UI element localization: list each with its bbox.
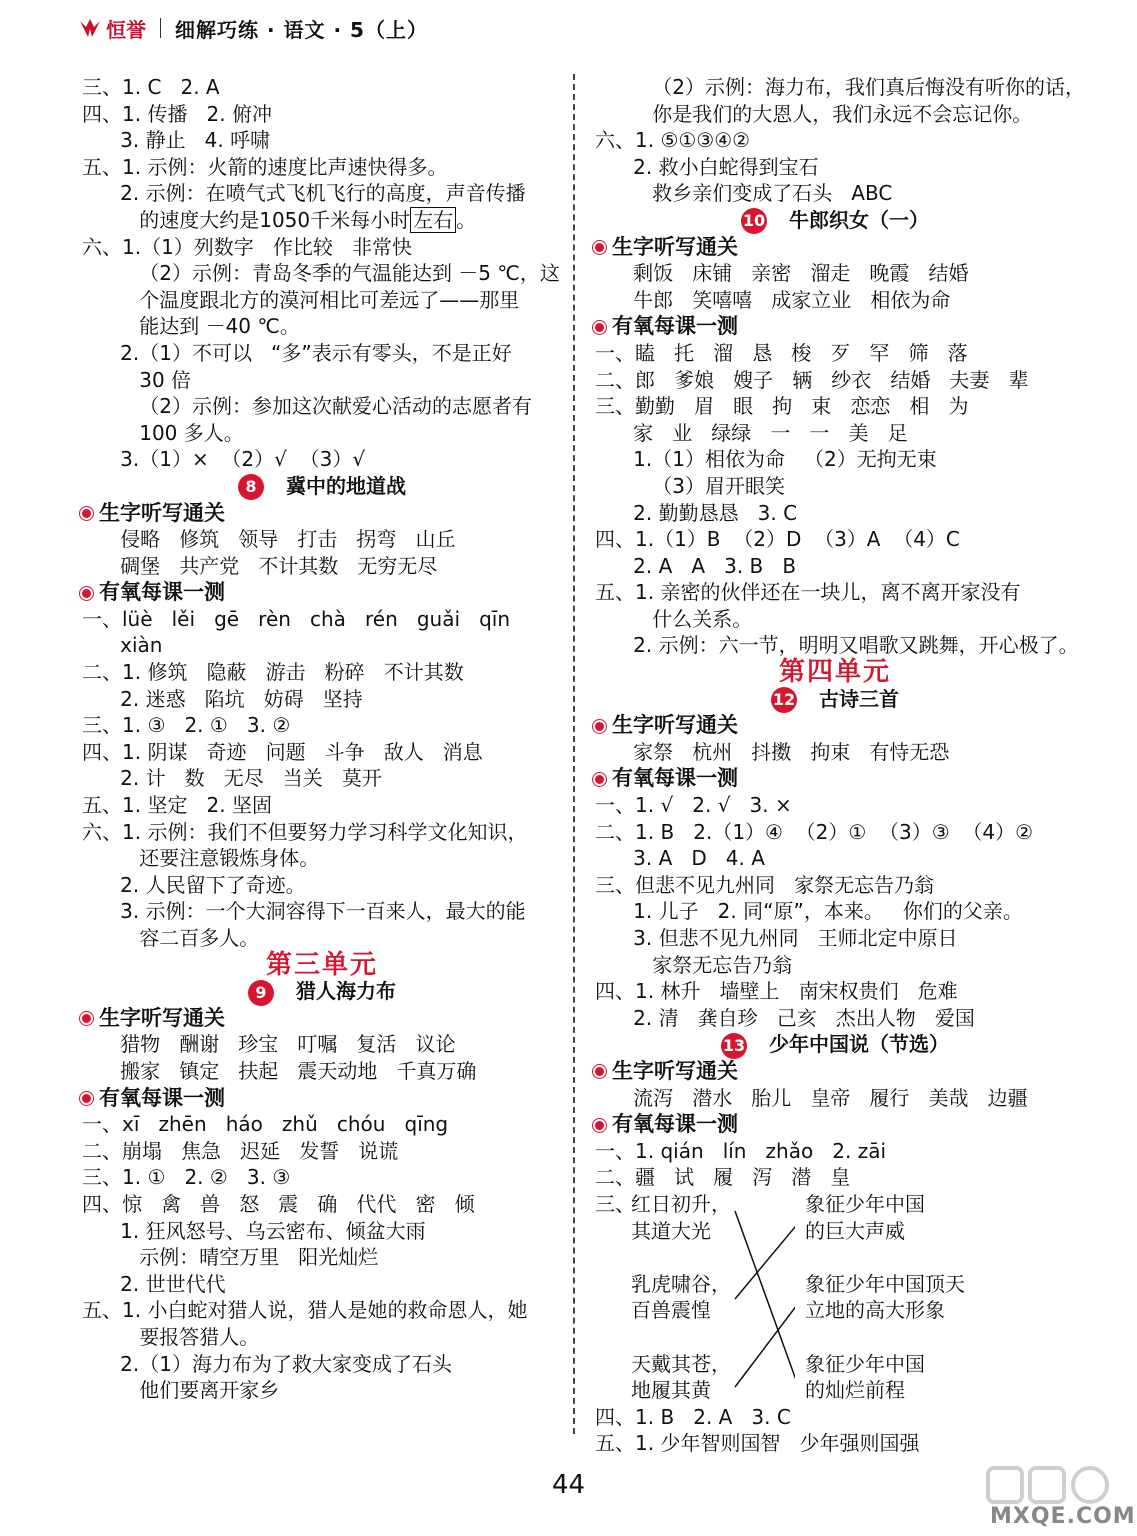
lesson-heading: [595, 686, 1075, 713]
lesson-heading: [82, 978, 562, 1005]
answer-line: 猎物 酬谢 珍宝 叮嘱 复活 议论: [82, 1032, 456, 1057]
match-right-item: 的巨大声威: [805, 1218, 905, 1243]
match-right-item: 象征少年中国: [805, 1351, 925, 1376]
section-bullet-icon: [595, 1067, 604, 1076]
watermark-text: MXQE.COM: [990, 1504, 1136, 1529]
answer-line: 要报答猎人。: [82, 1324, 260, 1349]
answer-line: 一、xī zhēn háo zhǔ chóu qīng: [82, 1112, 449, 1137]
answer-line: 三、1. ① 2. ② 3. ③: [82, 1165, 291, 1190]
answer-line: 2. 清 龚自珍 己亥 杰出人物 爱国: [595, 1005, 975, 1030]
answer-line: 五、1. 小白蛇对猎人说，猎人是她的救命恩人，她: [82, 1298, 528, 1323]
answer-line: 个温度跟北方的漠河相比可差远了——那里: [82, 287, 520, 312]
boxed-correction: 左右: [410, 207, 456, 233]
lesson-number-badge: 12: [771, 687, 797, 713]
answer-line: 他们要离开家乡: [82, 1378, 280, 1403]
answer-line: 什么关系。: [595, 606, 753, 631]
match-right-item: 立地的高大形象: [805, 1298, 945, 1323]
answer-line: 能达到 －40 ℃。: [82, 314, 300, 339]
match-left-item: 天戴其苍，: [631, 1351, 731, 1376]
answer-line: （2）示例：海力布，我们真后悔没有听你的话，: [595, 75, 1085, 99]
header-separator: [160, 18, 161, 38]
match-right-item: 的灿烂前程: [805, 1378, 905, 1403]
section-bullet-icon: [82, 1094, 91, 1103]
brand-logo: [78, 14, 146, 43]
lesson-heading: [595, 207, 1075, 234]
unit-heading: 第三单元: [265, 949, 378, 980]
brand-mark-icon: [78, 17, 102, 39]
answer-line: 一、1. √ 2. √ 3. ×: [595, 793, 792, 818]
answer-line: 2. 计 数 无尽 当关 莫开: [82, 766, 382, 791]
answer-line: 2. A A 3. B B: [595, 553, 797, 578]
section-heading: [595, 765, 1075, 792]
answer-line: 2. 救小白蛇得到宝石: [595, 154, 819, 179]
lesson-title: 古诗三首: [819, 686, 899, 711]
answer-line: 三、勤勤 眉 眼 拘 束 恋恋 相 为: [595, 394, 969, 419]
answer-line: 二、1. B 2.（1）④ （2）① （3）③ （4）②: [595, 819, 1034, 844]
answer-line: 四、1.（1）B （2）D （3）A （4）C: [595, 527, 960, 552]
answer-line: 二、郎 爹娘 嫂子 辆 纱衣 结婚 夫妻 辈: [595, 367, 1029, 392]
section-bullet-icon: [595, 323, 604, 332]
answer-line: 3. 但悲不见九州同 王师北定中原日: [595, 926, 958, 950]
answer-text: 。: [456, 207, 477, 232]
answer-line: 四、1. 林升 墙壁上 南宋权贵们 危难: [595, 979, 958, 1004]
section-heading: [595, 313, 1075, 340]
matching-label: 三、: [595, 1191, 635, 1216]
lesson-title: 猎人海力布: [296, 979, 396, 1004]
answer-line: 3. A D 4. A: [595, 846, 765, 871]
answer-line: （3）眉开眼笑: [595, 473, 785, 498]
answer-line: 一、lüè lěi gē rèn chà rén guǎi qīn: [82, 606, 511, 631]
answer-line: 2. 世世代代: [82, 1271, 226, 1296]
answer-line: 2. 人民留下了奇迹。: [82, 872, 306, 897]
answer-line: 1. 儿子 2. 同“原”，本来。 你们的父亲。: [595, 899, 1023, 924]
answer-line: 2. 示例：在喷气式飞机飞行的高度，声音传播: [82, 181, 526, 206]
section-heading: [595, 1058, 1075, 1085]
answer-line: （2）示例：参加这次献爱心活动的志愿者有: [82, 394, 532, 419]
match-left-item: 其道大光: [631, 1218, 711, 1243]
answer-line: 侵略 修筑 领导 打击 拐弯 山丘: [82, 527, 456, 552]
answer-line: 五、1. 少年智则国智 少年强则国强: [595, 1431, 920, 1456]
lesson-heading: [82, 473, 562, 500]
answer-line: 1.（1）相依为命 （2）无拘无束: [595, 447, 937, 472]
section-title: 生字听写通关: [612, 713, 738, 738]
column-divider: [573, 74, 575, 1434]
answer-line: 3.（1）× （2）√ （3）√: [82, 447, 366, 472]
answer-line: 3. 示例：一个大洞容得下一百来人，最大的能: [82, 899, 526, 924]
answer-line: 流泻 潜水 胎儿 皇帝 履行 美哉 边疆: [595, 1085, 1028, 1110]
answer-line: 2.（1）海力布为了救大家变成了石头: [82, 1351, 452, 1376]
answer-line: 家祭 杭州 抖擞 拘束 有恃无恐: [595, 739, 950, 764]
section-title: 生字听写通关: [612, 234, 738, 259]
answer-line: 你是我们的大恩人，我们永远不会忘记你。: [595, 101, 1033, 126]
section-title: 有氧每课一测: [612, 314, 738, 339]
section-bullet-icon: [82, 589, 91, 598]
section-title: 有氧每课一测: [99, 1085, 225, 1110]
answer-line: 牛郎 笑嘻嘻 成家立业 相依为命: [595, 287, 951, 312]
lesson-number-badge: 9: [248, 980, 274, 1006]
match-right-item: 象征少年中国顶天: [805, 1271, 965, 1296]
answer-line: 三、1. ③ 2. ① 3. ②: [82, 713, 291, 738]
section-heading: [82, 500, 562, 527]
section-title: 生字听写通关: [612, 1058, 738, 1083]
answer-line: 六、1. ⑤①③④②: [595, 128, 751, 153]
answer-line: 剩饭 床铺 亲密 溜走 晚霞 结婚: [595, 261, 969, 286]
answer-line: 四、1. 阴谋 奇迹 问题 斗争 敌人 消息: [82, 739, 483, 764]
section-bullet-icon: [595, 243, 604, 252]
answer-line: 100 多人。: [82, 420, 244, 445]
answer-line: [82, 207, 562, 234]
brand-name: 恒誉: [106, 17, 146, 42]
left-column: [82, 74, 562, 1404]
lesson-number-badge: 10: [741, 208, 767, 234]
answer-line: 3. 静止 4. 呼啸: [82, 128, 271, 153]
match-left-item: 百兽震惶: [631, 1298, 711, 1323]
match-left-item: 红日初升，: [631, 1191, 731, 1216]
answer-line: 2. 迷惑 陷坑 妨碍 坚持: [82, 686, 363, 711]
lesson-number-badge: 13: [721, 1033, 747, 1059]
section-bullet-icon: [82, 509, 91, 518]
answer-line: 30 倍: [82, 367, 192, 392]
lesson-title: 牛郎织女（一）: [789, 207, 929, 232]
answer-line: 三、但悲不见九州同 家祭无忘告乃翁: [595, 872, 935, 897]
answer-line: 还要注意锻炼身体。: [82, 846, 320, 871]
page-number: 44: [551, 1470, 586, 1500]
answer-line: 二、崩塌 焦急 迟延 发誓 说谎: [82, 1138, 399, 1163]
answer-line: 碉堡 共产党 不计其数 无穷无尽: [82, 553, 438, 578]
match-left-item: 地履其黄: [631, 1378, 711, 1403]
lesson-title: 冀中的地道战: [286, 473, 406, 498]
section-bullet-icon: [82, 1014, 91, 1023]
section-heading: [595, 712, 1075, 739]
match-connector-line: [735, 1301, 795, 1387]
section-heading: [82, 1005, 562, 1032]
matching-lines: [595, 1191, 795, 1411]
answer-text: 的速度大约是1050千米每小时: [82, 207, 411, 232]
section-heading: [595, 234, 1075, 261]
answer-line: 五、1. 示例：火箭的速度比声速快得多。: [82, 154, 448, 179]
answer-line: 四、惊 禽 兽 怒 震 确 代代 密 倾: [82, 1191, 475, 1216]
answer-line: 六、1. 示例：我们不但要努力学习科学文化知识，: [82, 819, 528, 844]
match-connector-line: [735, 1221, 795, 1299]
answer-line: 2.（1）不可以 “多”表示有零头，不是正好: [82, 340, 512, 365]
answer-line: 五、1. 亲密的伙伴还在一块儿，离不离开家没有: [595, 580, 1021, 605]
answer-line: 二、疆 试 履 泻 潜 皇: [595, 1165, 851, 1190]
section-bullet-icon: [595, 775, 604, 784]
answer-line: （2）示例：青岛冬季的气温能达到 －5 ℃，这: [82, 261, 560, 286]
answer-line: 容二百多人。: [82, 926, 260, 950]
right-column: [595, 74, 1085, 1457]
answer-line: 一、瞌 托 溜 恳 梭 歹 罕 筛 落: [595, 340, 968, 365]
answer-line: 四、1. B 2. A 3. C: [595, 1404, 791, 1429]
answer-line: 1. 狂风怒号、乌云密布、倾盆大雨: [82, 1218, 426, 1243]
section-heading: [595, 1111, 1075, 1138]
answer-line: 六、1.（1）列数字 作比较 非常快: [82, 234, 412, 259]
lesson-heading: [595, 1031, 1075, 1058]
unit-heading: 第四单元: [778, 657, 891, 688]
answer-line: 搬家 镇定 扶起 震天动地 千真万确: [82, 1058, 477, 1083]
answer-line: 救乡亲们变成了石头 ABC: [595, 181, 893, 206]
answer-line: 三、1. C 2. A: [82, 75, 220, 99]
match-right-item: 象征少年中国: [805, 1191, 925, 1216]
section-heading: [82, 1085, 562, 1112]
answer-line: 五、1. 坚定 2. 坚固: [82, 793, 272, 818]
answer-line: xiàn: [82, 633, 163, 658]
section-title: 有氧每课一测: [612, 1112, 738, 1137]
answer-line: 2. 示例：六一节，明明又唱歌又跳舞，开心极了。: [595, 633, 1079, 658]
section-heading: [82, 579, 562, 606]
page-header: [78, 14, 428, 42]
matching-exercise: [595, 1191, 1075, 1404]
section-bullet-icon: [595, 722, 604, 731]
section-title: 有氧每课一测: [612, 766, 738, 791]
answer-line: 一、1. qián lín zhǎo 2. zāi: [595, 1138, 887, 1163]
lesson-number-badge: 8: [238, 474, 264, 500]
section-bullet-icon: [595, 1121, 604, 1130]
answer-line: 四、1. 传播 2. 俯冲: [82, 101, 272, 126]
lesson-title: 少年中国说（节选）: [769, 1032, 949, 1057]
answer-line: 2. 勤勤恳恳 3. C: [595, 500, 798, 525]
answer-line: 家 业 绿绿 一 一 美 足: [595, 420, 908, 445]
section-title: 有氧每课一测: [99, 580, 225, 605]
answer-line: 二、1. 修筑 隐蔽 游击 粉碎 不计其数: [82, 660, 464, 685]
match-left-item: 乳虎啸谷，: [631, 1271, 731, 1296]
answer-line: 示例：晴空万里 阳光灿烂: [82, 1245, 379, 1270]
book-title: 细解巧练 · 语文 · 5（上）: [175, 17, 428, 42]
section-title: 生字听写通关: [99, 500, 225, 525]
section-title: 生字听写通关: [99, 1005, 225, 1030]
answer-line: 家祭无忘告乃翁: [595, 952, 793, 977]
